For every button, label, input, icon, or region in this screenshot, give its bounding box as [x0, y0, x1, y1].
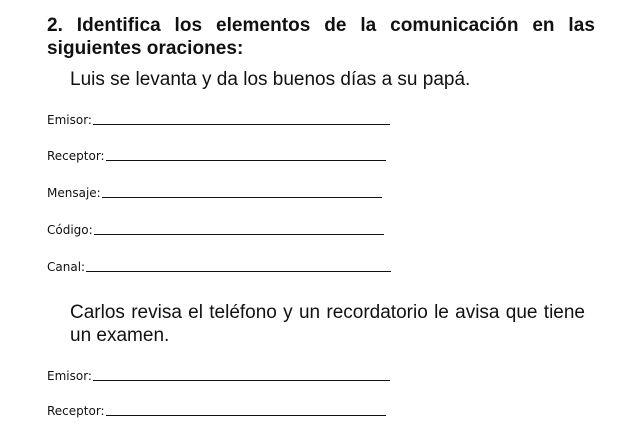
answer-line[interactable] — [93, 124, 390, 125]
answer-line[interactable] — [93, 380, 390, 381]
answer-line[interactable] — [106, 160, 386, 161]
field-label-emisor: Emisor: — [47, 369, 92, 383]
answer-field-mensaje-1 — [47, 183, 382, 201]
answer-line[interactable] — [106, 415, 386, 416]
sentence-2: Carlos revisa el teléfono y un recordatorio le avisa que tiene un examen. — [70, 302, 585, 346]
field-label-receptor: Receptor: — [47, 149, 105, 163]
answer-line[interactable] — [86, 271, 391, 272]
answer-field-canal-1 — [47, 257, 391, 275]
answer-line[interactable] — [102, 197, 382, 198]
answer-line[interactable] — [94, 234, 384, 235]
sentence-1: Luis se levanta y da los buenos días a su papá. — [70, 69, 471, 90]
field-label-canal: Canal: — [47, 260, 86, 274]
answer-field-codigo-1 — [47, 220, 384, 238]
answer-field-emisor-1 — [47, 110, 390, 128]
field-label-receptor: Receptor: — [47, 404, 105, 418]
answer-field-emisor-2 — [47, 366, 390, 384]
field-label-codigo: Código: — [47, 223, 93, 237]
exercise-title: 2. Identifica los elementos de la comunicación en las siguientes oraciones: — [47, 15, 595, 59]
answer-field-receptor-1 — [47, 146, 386, 164]
field-label-mensaje: Mensaje: — [47, 186, 101, 200]
answer-field-receptor-2 — [47, 401, 386, 419]
field-label-emisor: Emisor: — [47, 113, 92, 127]
